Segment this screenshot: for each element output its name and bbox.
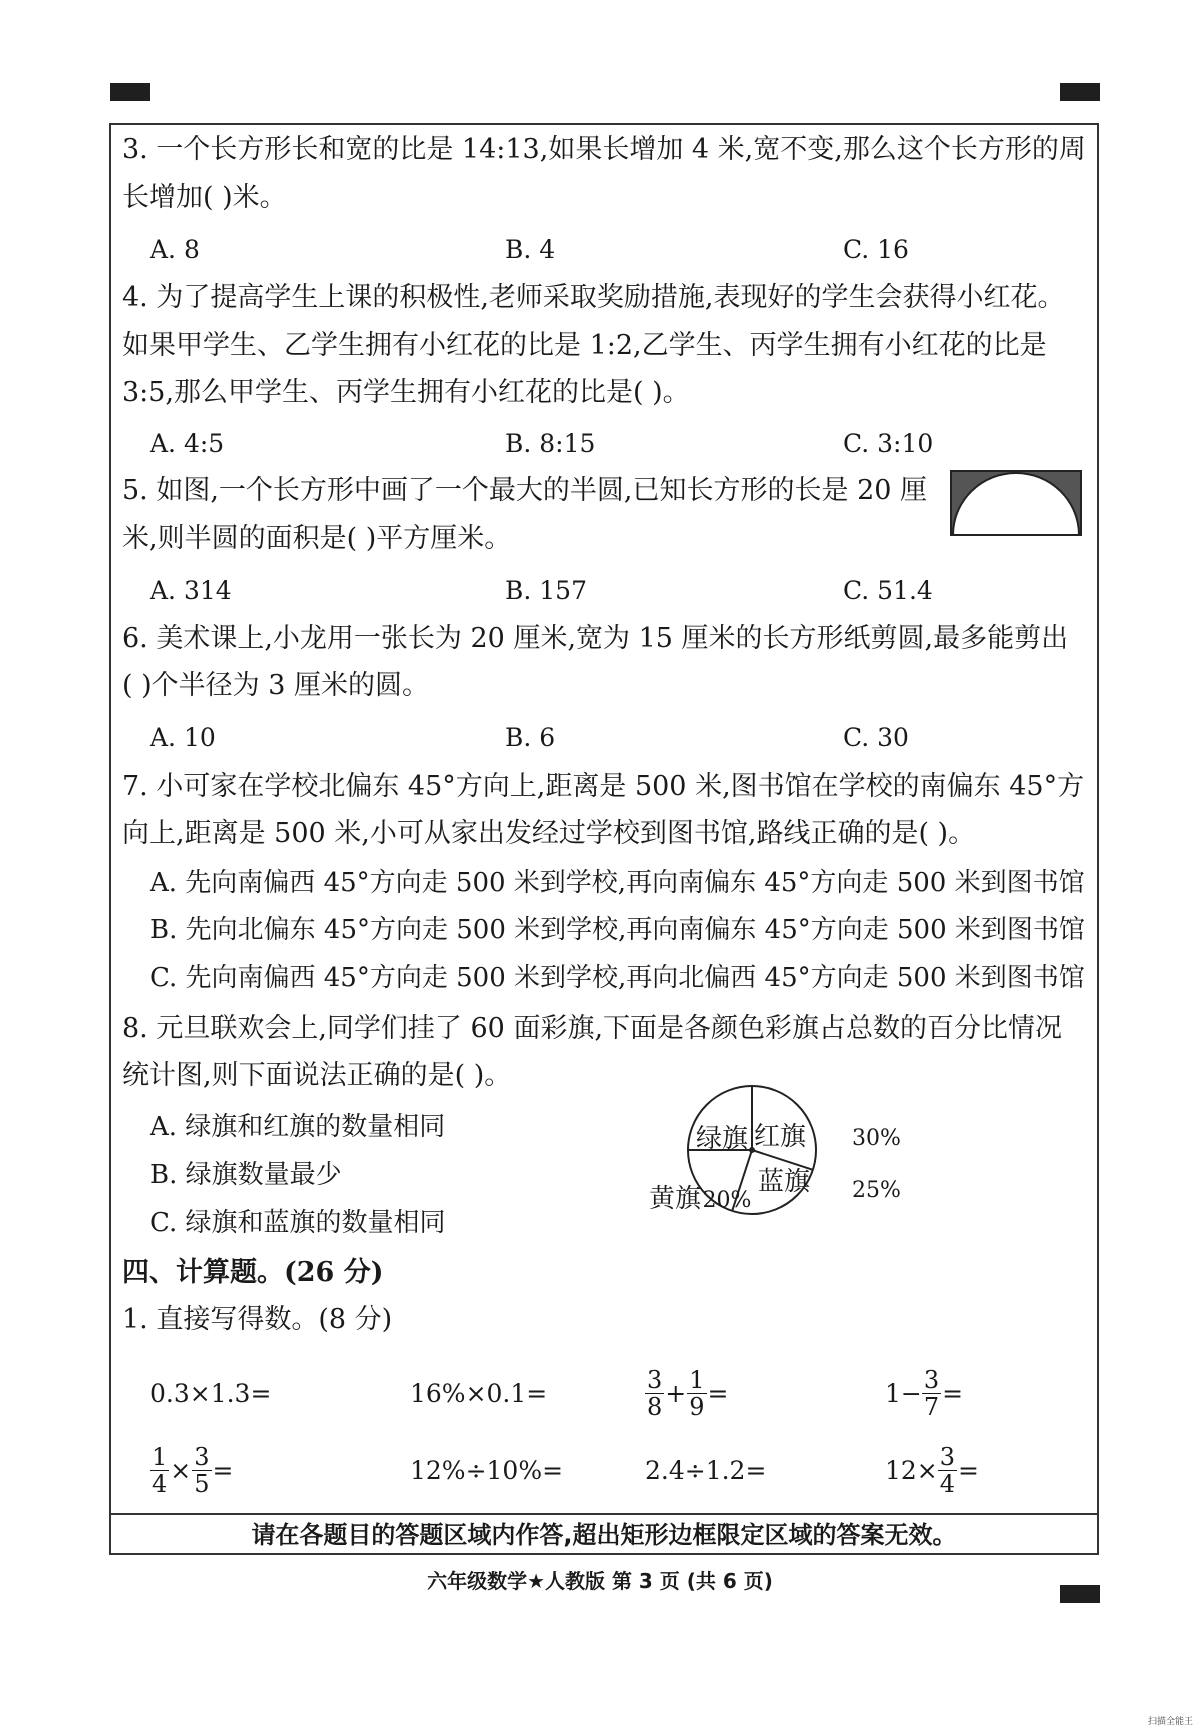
answer-area-notice: 请在各题目的答题区域内作答,超出矩形边框限定区域的答案无效。 <box>109 1513 1099 1555</box>
q8-text-line1: 8. 元旦联欢会上,同学们挂了 60 面彩旗,下面是各颜色彩旗占总数的百分比情况 <box>122 1013 1063 1044</box>
calc-r1-e1: 0.3×1.3= <box>150 1378 272 1408</box>
calc-r2-e4: 12× $\frac{3}{4}$ = <box>885 1442 979 1498</box>
q8-option-c: C. 绿旗和蓝旗的数量相同 <box>150 1208 446 1238</box>
calc-r1-e3: $\frac{3}{8}$ + $\frac{1}{9}$ = <box>647 1365 729 1421</box>
pie-label-3: 绿旗 <box>695 1124 749 1154</box>
q5-text-line1: 5. 如图,一个长方形中画了一个最大的半圆,已知长方形的长是 20 厘 <box>122 475 928 506</box>
q8-option-a: A. 绿旗和红旗的数量相同 <box>150 1112 446 1142</box>
semicircle-in-rectangle-figure <box>950 470 1082 536</box>
q6-text-line1: 6. 美术课上,小龙用一张长为 20 厘米,宽为 15 厘米的长方形纸剪圆,最多能剪出 <box>122 623 1069 654</box>
pie-value-label-0: 30% <box>852 1126 901 1151</box>
q3-option-b: B. 4 <box>505 235 556 264</box>
pie-label-2: 黄旗 <box>648 1184 702 1214</box>
fraction: $\frac{3}{8}$ <box>647 1365 663 1421</box>
q3-option-c: C. 16 <box>843 235 909 264</box>
calc-r1-e4: 1− $\frac{3}{7}$ = <box>885 1365 964 1421</box>
q3-text-line1: 3. 一个长方形长和宽的比是 14:13,如果长增加 4 米,宽不变,那么这个长方形的周 <box>122 134 1086 165</box>
q3-text-line2: 长增加( )米。 <box>122 182 287 213</box>
fraction: $\frac{3}{5}$ <box>194 1442 210 1498</box>
pie-label-1: 蓝旗 <box>757 1167 811 1197</box>
section-4-sub1-title: 1. 直接写得数。(8 分) <box>122 1304 393 1335</box>
q6-option-b: B. 6 <box>505 723 556 752</box>
fraction: $\frac{1}{4}$ <box>152 1442 168 1498</box>
q4-text-line1: 4. 为了提高学生上课的积极性,老师采取奖励措施,表现好的学生会获得小红花。 <box>122 282 1065 313</box>
registration-marker-top-right <box>1060 83 1100 101</box>
q5-option-b: B. 157 <box>505 576 587 605</box>
q6-option-c: C. 30 <box>843 723 909 752</box>
fraction: $\frac{3}{7}$ <box>923 1365 940 1421</box>
section-4-title: 四、计算题。(26 分) <box>122 1257 384 1288</box>
fraction: $\frac{1}{9}$ <box>689 1365 705 1421</box>
q8-text-line2: 统计图,则下面说法正确的是( )。 <box>122 1060 512 1091</box>
pie-value-label-1: 25% <box>852 1178 901 1203</box>
q5-option-a: A. 314 <box>150 576 232 605</box>
q4-option-a: A. 4:5 <box>150 429 225 458</box>
q4-text-line3: 3:5,那么甲学生、丙学生拥有小红花的比是( )。 <box>122 377 690 408</box>
q7-option-c: C. 先向南偏西 45°方向走 500 米到学校,再向北偏西 45°方向走 500 米到图书馆 <box>150 963 1085 993</box>
calc-r2-e1: $\frac{1}{4}$ × $\frac{3}{5}$ = <box>152 1442 234 1498</box>
pie-value-label-2: 20% <box>702 1188 752 1213</box>
q7-text-line1: 7. 小可家在学校北偏东 45°方向上,距离是 500 米,图书馆在学校的南偏东 45°方 <box>122 771 1085 802</box>
q4-option-c: C. 3:10 <box>843 429 934 458</box>
fraction: $\frac{3}{4}$ <box>939 1442 956 1498</box>
q7-text-line2: 向上,距离是 500 米,小可从家出发经过学校到图书馆,路线正确的是( )。 <box>122 818 976 849</box>
flag-percentage-pie-chart <box>630 1075 901 1225</box>
q6-option-a: A. 10 <box>150 723 216 752</box>
q5-option-c: C. 51.4 <box>843 576 933 605</box>
scanner-watermark: 扫描全能王 <box>1148 1717 1194 1727</box>
calc-r2-e3: 2.4÷1.2= <box>645 1455 767 1485</box>
q4-text-line2: 如果甲学生、乙学生拥有小红花的比是 1:2,乙学生、丙学生拥有小红花的比是 <box>122 330 1047 361</box>
registration-marker-top-left <box>110 83 150 101</box>
q3-option-a: A. 8 <box>150 235 200 264</box>
q6-text-line2: ( )个半径为 3 厘米的圆。 <box>122 670 429 701</box>
q7-option-b: B. 先向北偏东 45°方向走 500 米到学校,再向南偏东 45°方向走 500 米到图书馆 <box>150 915 1085 945</box>
page-footer: 六年级数学★人教版 第 3 页 (共 6 页) <box>427 1569 773 1593</box>
pie-label-0: 红旗 <box>753 1122 807 1152</box>
q8-option-b: B. 绿旗数量最少 <box>150 1160 342 1190</box>
q5-text-line2: 米,则半圆的面积是( )平方厘米。 <box>122 523 512 554</box>
q7-option-a: A. 先向南偏西 45°方向走 500 米到学校,再向南偏东 45°方向走 500 米到图书馆 <box>150 868 1085 898</box>
q4-option-b: B. 8:15 <box>505 429 596 458</box>
calc-r1-e2: 16%×0.1= <box>410 1378 548 1408</box>
calc-r2-e2: 12%÷10%= <box>410 1455 564 1485</box>
